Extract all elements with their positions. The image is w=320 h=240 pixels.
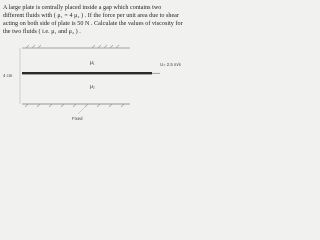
moving-plate <box>22 72 152 74</box>
plate-velocity-label: U= 2.5 m/s <box>160 62 181 67</box>
problem-line-2: different fluids with ( μ₁ = 4 μ₂ ) . If the force per unit area due to shear <box>3 12 179 19</box>
problem-line-3: acting on both side of plate is 50 N . Calculate the values of viscosity for <box>3 20 183 27</box>
fixed-leader-line <box>78 106 86 114</box>
problem-line-4: the two fluids ( i.e. μ₁ and μ₂ ) . <box>3 28 81 35</box>
problem-statement <box>3 5 197 37</box>
problem-line-1: A large plate is centrally placed inside a gap which contains two <box>3 5 162 11</box>
top-wall-hatching <box>26 45 119 48</box>
problem-page <box>0 0 200 123</box>
bottom-fixed-label: Fixed <box>72 116 83 121</box>
gap-label: 4 cm <box>3 73 13 78</box>
lower-fluid-label: μ₂ <box>90 84 95 90</box>
fluid-gap-diagram <box>0 44 200 123</box>
bottom-wall-hatching <box>25 104 124 107</box>
upper-fluid-label: μ₁ <box>90 60 95 66</box>
